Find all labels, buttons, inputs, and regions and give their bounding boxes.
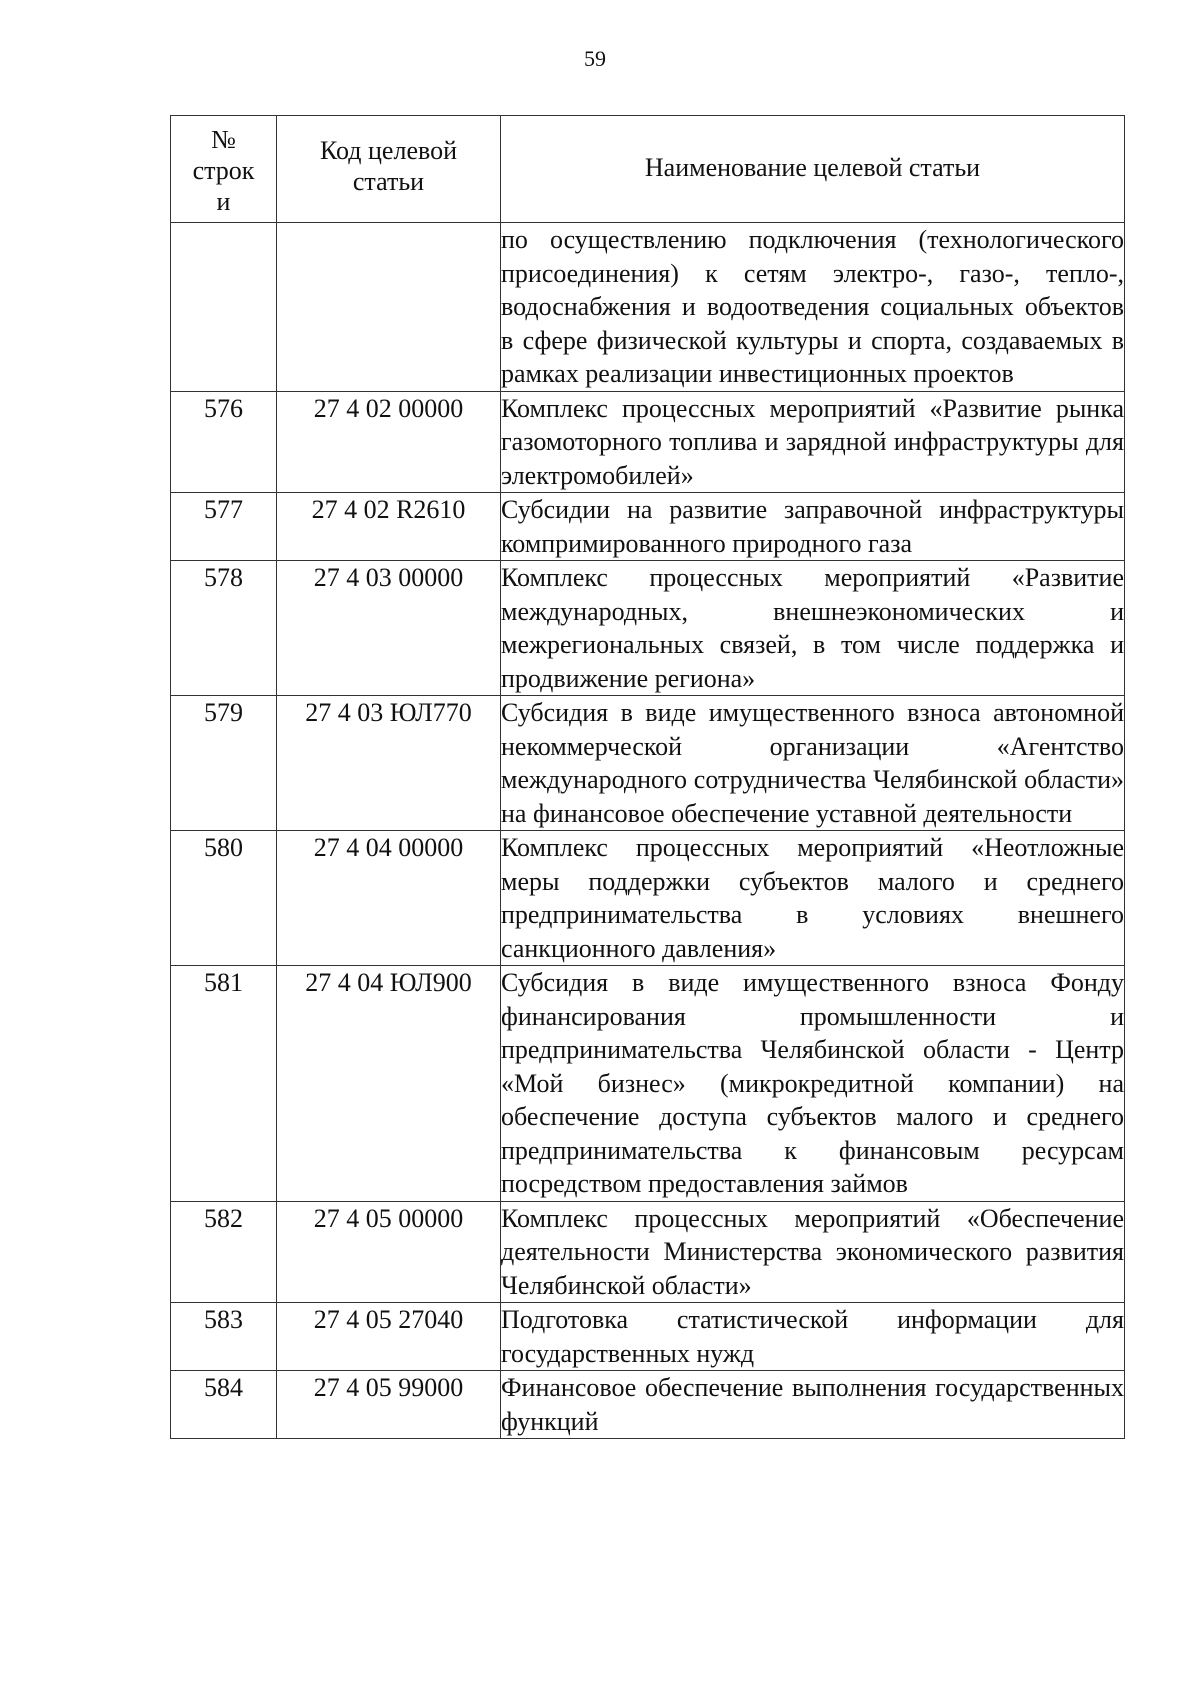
- row-number-cell: 578: [171, 561, 277, 696]
- target-name-cell: Комплекс процессных мероприятий «Развитие рынка газомоторного топлива и зарядной инфраструктуры для электромобилей»: [501, 391, 1125, 493]
- table-row: [171, 696, 1125, 831]
- row-number-cell: 580: [171, 831, 277, 966]
- header-target-name: Наименование целевой статьи: [501, 116, 1125, 223]
- target-code-cell: 27 4 05 27040: [277, 1303, 501, 1371]
- table-row: [171, 493, 1125, 561]
- table-row: [171, 391, 1125, 493]
- target-code-cell: 27 4 02 R2610: [277, 493, 501, 561]
- table-row: [171, 1303, 1125, 1371]
- target-code-cell: 27 4 04 ЮЛ900: [277, 966, 501, 1202]
- target-name-cell: Комплекс процессных мероприятий «Развитие международных, внешнеэкономических и межрегиональных связей, в том числе поддержка и продвижение региона»: [501, 561, 1125, 696]
- target-code-cell: [277, 223, 501, 392]
- target-name-cell: Финансовое обеспечение выполнения государственных функций: [501, 1371, 1125, 1439]
- page-number: 59: [584, 46, 606, 71]
- table-row: [171, 1201, 1125, 1303]
- target-code-cell: 27 4 03 ЮЛ770: [277, 696, 501, 831]
- row-number-cell: [171, 223, 277, 392]
- header-row-number-line: №: [211, 124, 236, 154]
- target-name-cell: Комплекс процессных мероприятий «Обеспечение деятельности Министерства экономического развития Челябинской области»: [501, 1201, 1125, 1303]
- target-code-cell: 27 4 05 00000: [277, 1201, 501, 1303]
- row-number-cell: 577: [171, 493, 277, 561]
- table-row: [171, 223, 1125, 392]
- header-target-code-line: Код целевой: [319, 136, 457, 165]
- target-name-cell: Субсидия в виде имущественного взноса Фонду финансирования промышленности и предпринимательства Челябинской области - Центр «Мой бизнес» (микрокредитной компании) на обеспечение доступа субъектов малого и среднего предпринимательства к финансовым ресурсам посредством предоставления займов: [501, 966, 1125, 1202]
- row-number-cell: 576: [171, 391, 277, 493]
- target-name-cell: Субсидия в виде имущественного взноса автономной некоммерческой организации «Агентство международного сотрудничества Челябинской области» на финансовое обеспечение уставной деятельности: [501, 696, 1125, 831]
- row-number-cell: 583: [171, 1303, 277, 1371]
- table-row: [171, 831, 1125, 966]
- target-name-cell: Комплекс процессных мероприятий «Неотложные меры поддержки субъектов малого и среднего предпринимательства в условиях внешнего санкционного давления»: [501, 831, 1125, 966]
- target-name-cell: Субсидии на развитие заправочной инфраструктуры компримированного природного газа: [501, 493, 1125, 561]
- target-name-cell: по осуществлению подключения (технологического присоединения) к сетям электро-, газо-, тепло-, водоснабжения и водоотведения социальных объектов в сфере физической культуры и спорта, создаваемых в рамках реализации инвестиционных проектов: [501, 223, 1125, 392]
- target-code-cell: 27 4 04 00000: [277, 831, 501, 966]
- header-row-number-line: и: [216, 186, 231, 216]
- table-row: [171, 1371, 1125, 1439]
- row-number-cell: 582: [171, 1201, 277, 1303]
- header-row-number: [171, 116, 277, 223]
- row-number-cell: 584: [171, 1371, 277, 1439]
- header-target-code-line: статьи: [352, 167, 425, 196]
- target-code-cell: 27 4 03 00000: [277, 561, 501, 696]
- target-code-cell: 27 4 02 00000: [277, 391, 501, 493]
- header-target-code: [277, 116, 501, 223]
- header-row-number-line: строк: [192, 155, 255, 185]
- target-articles-table: [170, 115, 1125, 1439]
- row-number-cell: 581: [171, 966, 277, 1202]
- table-row: [171, 561, 1125, 696]
- row-number-cell: 579: [171, 696, 277, 831]
- table-header-row: [171, 116, 1125, 223]
- table-row: [171, 966, 1125, 1202]
- target-code-cell: 27 4 05 99000: [277, 1371, 501, 1439]
- target-name-cell: Подготовка статистической информации для государственных нужд: [501, 1303, 1125, 1371]
